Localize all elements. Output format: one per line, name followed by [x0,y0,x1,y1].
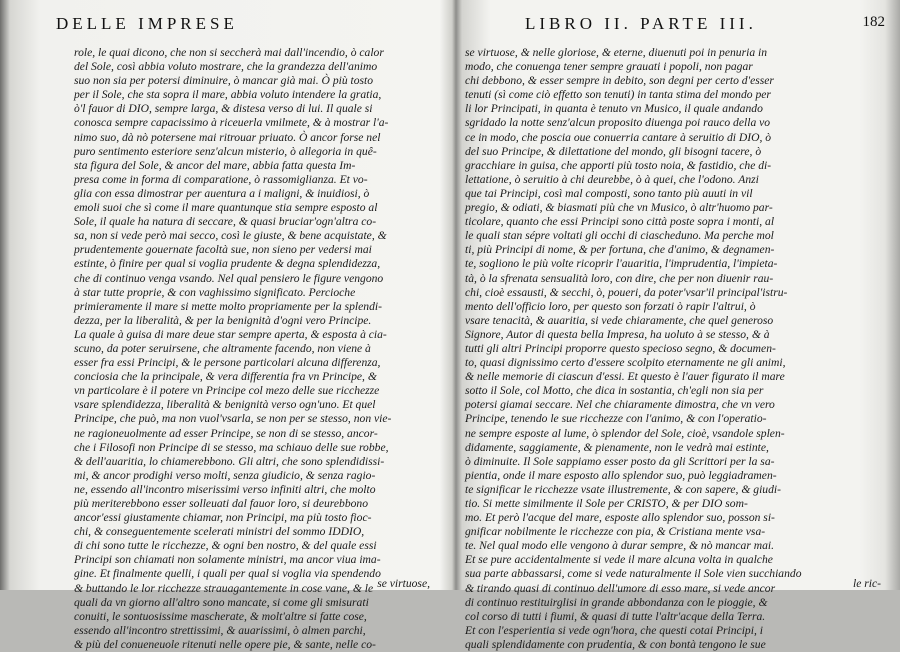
text-line: gnificar nobilmente le ricchezze con pia, & Cristiana mente vsa- [465,525,766,539]
text-line: col corso di tutti i fiumi, & quasi di tutte l'altr'acque della Terra. [465,609,766,623]
text-line: potersi giamai seccare. Nel che chiaramente dimostra, che vn vero [465,398,775,412]
text-line: chi, cioè essausti, & secchi, ò, poueri, da poter'vsar'il principal'istru- [465,285,788,299]
right-catchword: le ric- [852,577,881,590]
text-line: suo non sia per potersi diminuire, ò mancar già mai. Ò più tosto [74,74,374,88]
right-page [465,0,885,651]
text-line: conuiti, le sontuosissime mascherate, & molt'altre si fatte cose, [74,609,367,623]
text-line: conosca sempre capacissimo à riceuerla vmilmete, & à mostrar l'a- [74,116,389,130]
text-line: di continuo restituirglisi in grande abbondanza con le pioggie, & [465,595,768,609]
text-line: ne ragioneuolmente ad esser Principe, se non di se stesso, ancor- [74,426,378,440]
text-line: que tai Principi, così mal composti, sono tanto più auuti in vil [465,186,753,200]
text-line: tutti gli altri Principi proporre questo specioso segno, & documen- [465,341,776,355]
text-line: ne sempre esposte al lume, ò splendor del Sole, cioè, vsandole splen- [465,426,785,440]
text-line: presa come in forma di comparatione, ò rassomiglianza. Et vo- [74,172,368,186]
text-line: mento dell'officio loro, per questo son forzati ò rapir l'altrui, ò [465,299,756,313]
text-line: sua parte abbassarsi, come si vede naturalmente il Sole vien succhiando [465,567,802,581]
text-line: ancor'essi giustamente chiamar, non Principi, ma più tosto fioc- [74,511,372,525]
right-running-head: LIBRO II. PARTE III. [525,14,757,33]
text-line: to, quasi dignissimo certo d'essere scolpito eternamente ne gli animi, [465,356,786,370]
text-line: ò diminuite. Il Sole sappiamo esser posto da gli Scrittori per la sa- [465,454,775,468]
text-line: del suo Principe, & dilettatione del mondo, gli bisogni tacere, ò [465,144,762,158]
text-line: emoli suoi che sì come il mare quantunque stia sempre esposto al [74,201,378,215]
text-line: gine. Et finalmente quelli, i quali per qual si voglia via spendendo [74,567,381,581]
text-line: quali splendidamente con prudentia, & con bontà tengono le sue [465,637,766,651]
text-line: che i Filosofi non Principe di se stesso, ma schiauo delle sue robbe, [74,440,389,454]
text-line: Et con l'esperientia si vede ogn'hora, che questi cotai Principi, i [465,623,763,637]
text-line: Sole, il quale ha natura di seccare, & quasi bruciar'ogn'altra co- [74,215,377,229]
text-line: primieramente il mare si mette molto propriamente per la splendi- [74,299,382,313]
text-line: che di continuo venga vsando. Nel qual pensiero le figure vengono [74,271,384,285]
text-line: esser fra essi Principi, & le persone particolari alcuna differenza, [74,356,381,370]
text-line: & buttando le lor ricchezze strauagantemente in cose vane, & le [74,581,374,595]
left-running-head: DELLE IMPRESE [56,14,238,33]
text-line: vn particolare è il potere vn Principe col mezo delle sue ricchezze [74,384,380,398]
text-line: Signore, Autor di questa bella Impresa, ha uoluto à se stesso, & à [465,327,770,341]
right-page-header [465,14,885,36]
text-line: te significar le ricchezze vsate illustremente, & con sapere, & giudi- [465,482,781,496]
text-line: per il Sole, che sta sopra il mare, abbia voluto intendere la gratia, [74,88,382,102]
text-line: scuno, da poter seruirsene, che altramente facendo, non viene à [74,341,371,355]
text-line: ti, più Principi di nome, & per fortuna, che d'animo, & degnamen- [465,243,775,257]
text-line: le quali stan sépre voltati gli occhi di ciascheduno. Ma perche mol [465,229,774,243]
text-line: ticolare, quanto che essi Principi sono città poste sopra i monti, al [465,215,775,229]
text-line: gracchiare in guisa, che apporti più tosto noia, & fastidio, che di- [465,158,772,172]
text-line: role, le quai dicono, che non si seccherà mai dall'incendio, ò calor [74,46,384,59]
page-number: 182 [862,14,885,30]
right-text-block [465,46,885,652]
text-line: Principi son chiamati non solamente ministri, ma ancor viua ima- [74,553,381,567]
text-line: tenuti (sì come ciò effetto son tenuti) in tanta stima del mondo per [465,88,771,102]
text-line: glia con essa dimostrar per auentura a i maligni, & inuidiosi, ò [74,186,370,200]
text-line: & più del conueneuole ritenuti nelle opere pie, & sante, nelle co- [74,637,376,651]
text-line: nimo suo, dà nò potersene mai ritrouar priuato. Ò ancor forse nel [74,130,381,144]
text-line: ne, essendo all'incontro miserissimi verso infiniti altri, che molto [74,482,376,496]
text-line: essendo all'incontro strettissimi, & auarissimi, ò almen parchi, [74,623,366,637]
text-line: La quale à guisa di mare deue star sempre aperta, & esposta à cia- [74,327,387,341]
text-line: tà, ò la sfrenata sensualità loro, con dire, che per non diuenir rau- [465,271,774,285]
text-line: estinte, ò finire per qual si voglia prudente & degna splendidezza, [74,257,381,271]
text-line: Principe, che può, ma non vuol'vsarla, se non per se stesso, non vie- [74,412,392,426]
text-line: mo. Et però l'acque del mare, esposte allo splendor suo, posson si- [465,511,775,525]
text-line: se virtuose, & nelle gloriose, & eterne, diuenuti poi in penuria in [465,46,768,59]
text-line: ce in modo, che poscia oue conuerria cantare à seruitio di DIO, ò [465,130,772,144]
text-line: dezza, per la liberalità, & per la benignità d'ogni vero Principe. [74,313,372,327]
text-line: à star tutte proprie, & con vaghissimo significato. Percioche [74,285,356,299]
text-line: modo, che conuenga tener sempre grauati i popoli, non pagar [465,60,753,74]
text-line: prudentemente gouernate facoltà sue, non sieno per vedersi mai [74,243,372,257]
text-line: li lor Principati, in quanta è tenuto vn Musico, il quale andando [465,102,763,116]
text-line: vsare tenacità, & auaritia, si vede chiaramente, che quel generoso [465,313,774,327]
text-line: sa, non si vede però mai secco, così le giuste, & bene acquistate, & [74,229,387,243]
text-line: chi debbono, & esser sempre in debito, son degni per certo d'esser [465,74,774,88]
left-catchword: se virtuose, [377,577,430,590]
text-line: conciosia che la principale, & vera differentia fra vn Principe, & [74,370,377,384]
left-text-block [18,46,444,652]
text-line: Principe, tenendo le sue ricchezze con l'animo, & con l'operatio- [465,412,767,426]
text-line: puro sentimento esteriore senz'alcun misterio, ò allegoria in quê- [74,144,377,158]
text-line: del Sole, così abbia voluto mostrare, che la grandezza dell'animo [74,60,378,74]
text-line: chi, & conseguentemente scelerati ministri del sommo IDDIO, [74,525,365,539]
text-line: didamente, saggiamente, & pienamente, non le vedrà mai estinte, [465,440,769,454]
text-line: sotto il Sole, col Motto, che dica in sostantia, ch'egli non sia per [465,384,764,398]
text-line: più meriterebbono esser solleuati dal fauor loro, si deurebbono [74,497,369,510]
left-page-header [18,14,444,36]
text-line: di chi sono tutte le ricchezze, & ogni ben nostro, & del quale essi [74,539,377,553]
text-line: mi, & ancor prodighi verso molti, senza giudicio, & senza ragio- [74,468,376,482]
text-line: & tirando quasi di continuo dell'umore di esso mare, si vede ancor [465,581,776,595]
text-line: & dell'auaritia, lo chiamerebbono. Gli altri, che sono splendidissi- [74,454,385,468]
text-line: te, sogliono le più volte ricoprir l'auaritia, l'imprudentia, l'impieta- [465,257,778,271]
text-line: pientia, onde il mare esposto allo splendor suo, può leggiadramen- [465,468,777,482]
text-line: vsare splendidezza, liberalità & benignità verso ogn'uno. Et quel [74,398,376,412]
left-page [18,0,444,651]
text-line: Et se pure accidentalmente si vede il mare alcuna volta in qualche [465,553,773,567]
text-line: lettatione, ò seruitio à chi deurebbe, ò à quei, che l'odono. Anzi [465,172,759,186]
text-line: tio. Si mette similmente il Sole per CRISTO, & per DIO som- [465,497,748,510]
text-line: sta figura del Sole, & ancor del mare, abbia fatta questa Im- [74,158,356,172]
text-line: te. Nel qual modo elle vengono à durar sempre, & nò mancar mai. [465,539,775,553]
text-line: & nelle memorie di ciascun d'essi. Et questo è l'auer figurato il mare [465,370,785,384]
text-line: ò'l fauor di DIO, sempre larga, & distesa verso di lui. Il quale si [74,102,373,116]
text-line: quali da vn giorno all'altro sono mancate, si come gli smisurati [74,595,369,609]
text-line: pregio, & odiati, & biasmati più che vn Musico, ò altr'huomo par- [465,201,773,215]
text-line: sgridado la notte senz'alcun proposito diuenga poi rauco della vo [465,116,771,130]
